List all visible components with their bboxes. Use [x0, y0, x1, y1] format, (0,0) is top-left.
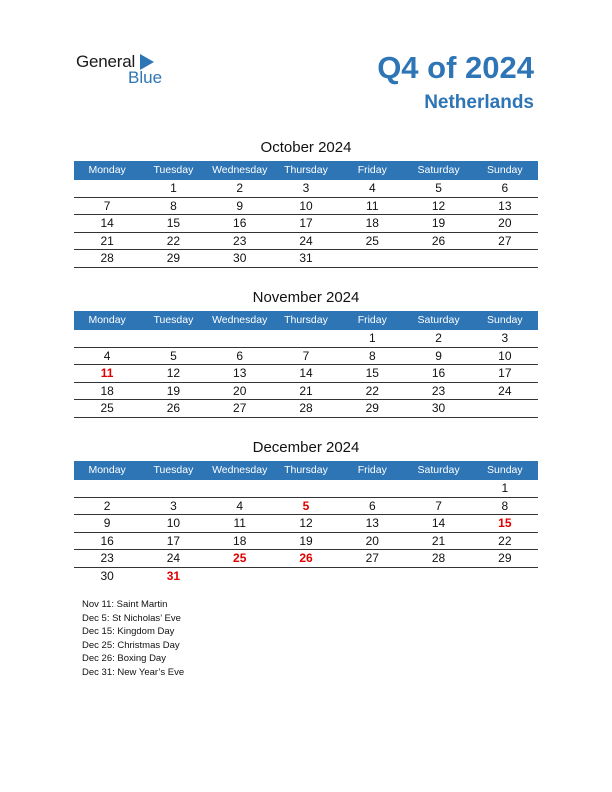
holiday-note: Dec 5: St Nicholas’ Eve — [82, 612, 181, 624]
week-row — [74, 233, 538, 251]
weekday-label: Thursday — [284, 314, 328, 326]
day-cell: 24 — [166, 551, 181, 565]
day-cell — [273, 330, 339, 347]
day-cell: 8 — [170, 198, 177, 213]
day-cell: 3 — [501, 331, 509, 345]
weekday-label: Friday — [357, 164, 387, 176]
day-cell: 15 — [498, 516, 512, 530]
day-cell — [472, 250, 538, 267]
day-cell: 22 — [498, 533, 512, 548]
day-cell: 1 — [170, 181, 177, 195]
day-cell — [339, 480, 405, 497]
day-cell: 27 — [365, 551, 379, 565]
weekday-label: Tuesday — [153, 464, 194, 476]
day-cell: 24 — [299, 233, 313, 248]
day-cell: 26 — [166, 401, 181, 415]
holiday-notes — [82, 598, 184, 680]
day-cell: 17 — [498, 366, 512, 380]
weekday-label: Thursday — [284, 464, 328, 476]
day-cell — [74, 180, 140, 197]
weekday-label: Monday — [88, 164, 126, 176]
day-cell: 11 — [366, 198, 379, 213]
day-cell: 29 — [498, 551, 512, 565]
day-cell: 25 — [233, 551, 247, 565]
day-cell: 15 — [365, 366, 379, 380]
day-cell — [207, 480, 273, 497]
day-cell: 9 — [435, 348, 442, 363]
holiday-note: Dec 25: Christmas Day — [82, 639, 180, 651]
logo — [76, 52, 176, 92]
day-cell: 13 — [498, 198, 512, 213]
day-cell: 1 — [501, 481, 509, 495]
day-cell — [207, 330, 273, 347]
day-cell: 7 — [302, 348, 310, 363]
day-cell: 9 — [103, 516, 111, 530]
weekday-label: Tuesday — [153, 314, 194, 326]
day-cell: 17 — [299, 216, 313, 230]
day-cell: 30 — [233, 251, 247, 265]
calendar-october — [74, 138, 538, 268]
weekday-label: Friday — [357, 464, 387, 476]
day-cell: 27 — [498, 233, 512, 248]
day-cell: 7 — [103, 198, 111, 213]
holiday-note: Dec 26: Boxing Day — [82, 653, 166, 665]
weekday-label: Sunday — [487, 464, 523, 476]
week-row — [74, 180, 538, 198]
day-cell: 13 — [365, 516, 379, 530]
day-cell: 26 — [299, 551, 313, 565]
day-cell: 29 — [166, 251, 181, 265]
day-cell — [140, 330, 206, 347]
day-cell: 28 — [431, 551, 446, 565]
day-cell: 3 — [302, 181, 310, 195]
day-cell — [472, 400, 538, 417]
day-cell — [273, 480, 339, 497]
day-cell: 20 — [233, 383, 247, 398]
day-cell: 6 — [236, 348, 244, 363]
holiday-note: Nov 11: Saint Martin — [82, 599, 168, 610]
day-cell: 19 — [299, 533, 313, 548]
day-cell: 24 — [498, 383, 512, 398]
day-cell — [74, 480, 140, 497]
day-cell — [140, 480, 206, 497]
day-cell: 12 — [431, 198, 446, 213]
week-row — [74, 568, 538, 586]
day-cell: 5 — [170, 348, 177, 363]
day-cell: 20 — [365, 533, 379, 548]
day-cell: 21 — [299, 383, 313, 398]
day-cell: 22 — [365, 383, 379, 398]
day-cell: 30 — [431, 401, 446, 415]
day-cell: 6 — [501, 181, 509, 195]
day-cell: 10 — [166, 516, 181, 530]
day-cell: 14 — [299, 366, 313, 380]
day-cell: 19 — [431, 216, 446, 230]
day-cell: 14 — [100, 216, 114, 230]
day-cell: 25 — [100, 401, 114, 415]
day-cell: 18 — [233, 533, 247, 548]
week-row — [74, 480, 538, 498]
week-row — [74, 383, 538, 401]
week-row — [74, 365, 538, 383]
day-cell: 19 — [166, 383, 181, 398]
week-row — [74, 348, 538, 366]
week-row — [74, 198, 538, 216]
day-cell: 6 — [368, 498, 376, 513]
month-title: December 2024 — [252, 439, 360, 456]
day-cell — [273, 568, 339, 586]
day-cell: 7 — [435, 498, 442, 513]
weekday-label: Thursday — [284, 164, 328, 176]
day-cell: 1 — [368, 331, 376, 345]
day-cell: 23 — [233, 233, 247, 248]
day-cell — [405, 250, 471, 267]
weekday-label: Monday — [88, 314, 126, 326]
week-row — [74, 498, 538, 516]
week-row — [74, 550, 538, 568]
weekday-label: Monday — [88, 464, 126, 476]
day-cell: 8 — [368, 348, 376, 363]
day-cell: 16 — [431, 366, 446, 380]
day-cell: 12 — [166, 366, 181, 380]
week-row — [74, 215, 538, 233]
holiday-note: Dec 31: New Year’s Eve — [82, 666, 185, 678]
day-cell: 8 — [501, 498, 509, 513]
day-cell: 26 — [431, 233, 446, 248]
month-title: November 2024 — [252, 289, 360, 306]
logo-blue-text: Blue — [128, 68, 163, 87]
day-cell: 27 — [233, 401, 247, 415]
week-row — [74, 515, 538, 533]
day-cell: 25 — [365, 233, 379, 248]
week-row — [74, 250, 538, 268]
day-cell: 28 — [299, 401, 313, 415]
day-cell: 10 — [498, 348, 512, 363]
month-title: October 2024 — [260, 139, 352, 156]
weekday-label: Wednesday — [212, 164, 268, 176]
day-cell: 18 — [100, 383, 114, 398]
day-cell: 23 — [431, 383, 446, 398]
day-cell: 31 — [299, 251, 313, 265]
holiday-note: Dec 15: Kingdom Day — [82, 626, 175, 638]
day-cell: 16 — [100, 533, 114, 548]
day-cell: 10 — [299, 198, 313, 213]
day-cell: 15 — [166, 216, 181, 230]
week-row — [74, 533, 538, 551]
weekday-label: Tuesday — [153, 164, 194, 176]
day-cell: 9 — [236, 198, 244, 213]
day-cell: 20 — [498, 216, 512, 230]
day-cell: 5 — [435, 181, 442, 195]
day-cell — [74, 330, 140, 347]
weekday-label: Sunday — [487, 314, 523, 326]
day-cell — [339, 568, 405, 586]
day-cell: 21 — [100, 233, 114, 248]
day-cell: 3 — [170, 498, 177, 513]
day-cell: 4 — [103, 348, 111, 363]
day-cell: 2 — [103, 498, 111, 513]
day-cell: 11 — [233, 516, 246, 530]
weekday-label: Saturday — [417, 164, 460, 176]
calendar-november — [74, 288, 538, 418]
week-row — [74, 330, 538, 348]
day-cell: 17 — [166, 533, 181, 548]
weekday-label: Wednesday — [212, 464, 268, 476]
day-cell: 12 — [299, 516, 313, 530]
day-cell — [405, 568, 471, 586]
day-cell: 31 — [166, 568, 181, 583]
day-cell: 22 — [166, 233, 181, 248]
day-cell — [339, 250, 405, 267]
day-cell: 5 — [302, 498, 310, 513]
day-cell: 2 — [435, 331, 442, 345]
country-name: Netherlands — [424, 92, 534, 113]
day-cell: 29 — [365, 401, 379, 415]
weekday-label: Saturday — [417, 464, 460, 476]
day-cell: 21 — [431, 533, 446, 548]
day-cell: 11 — [100, 366, 114, 380]
weekday-label: Wednesday — [212, 314, 268, 326]
weekday-label: Sunday — [487, 164, 523, 176]
day-cell — [472, 568, 538, 586]
day-cell: 14 — [431, 516, 446, 530]
day-cell: 13 — [233, 366, 247, 380]
logo-general-text: General — [76, 52, 136, 71]
weekday-header — [74, 461, 538, 480]
day-cell — [207, 568, 273, 586]
day-cell: 23 — [100, 551, 114, 565]
page-title: Q4 of 2024 — [377, 50, 534, 85]
weekday-label: Saturday — [417, 314, 460, 326]
day-cell: 4 — [236, 498, 244, 513]
day-cell — [405, 480, 471, 497]
day-cell: 28 — [100, 251, 114, 265]
day-cell: 18 — [365, 216, 379, 230]
weekday-label: Friday — [357, 314, 387, 326]
day-cell: 2 — [236, 181, 244, 195]
day-cell: 16 — [233, 216, 247, 230]
day-cell: 30 — [100, 568, 114, 583]
day-cell: 4 — [368, 181, 376, 195]
calendar-december — [74, 438, 538, 585]
weekday-header — [74, 311, 538, 330]
week-row — [74, 400, 538, 418]
weekday-header — [74, 161, 538, 180]
